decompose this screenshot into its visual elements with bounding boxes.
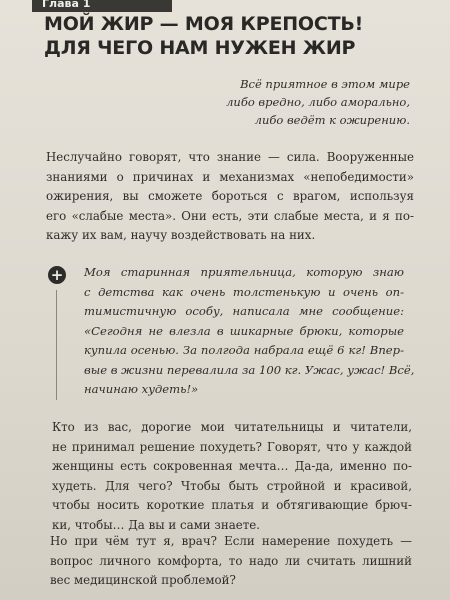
text-line: Но при чём тут я, врач? Если намерение похудеть — bbox=[50, 534, 412, 548]
epigraph-line: Всё приятное в этом мире bbox=[240, 77, 410, 91]
intro-paragraph bbox=[46, 148, 414, 246]
quote-line: «Сегодня не влезла в шикарные брюки, которые bbox=[84, 323, 404, 338]
text-line: его «слабые места». Они есть, эти слабые места, и я по- bbox=[46, 208, 414, 223]
text-line: худеть. Для чего? Чтобы быть стройной и красивой, bbox=[52, 478, 412, 493]
text-line: не принимал решение похудеть? Говорят, что у каждой bbox=[52, 439, 412, 454]
quote-block bbox=[84, 263, 415, 400]
text-line: знаниями о причинах и механизмах «непобедимости» bbox=[46, 169, 414, 184]
body-paragraph bbox=[50, 532, 412, 591]
text-line: кажу их вам, научу воздействовать на них. bbox=[46, 228, 316, 242]
quote-line: тимистичную особу, написала мне сообщение: bbox=[84, 304, 404, 318]
text-line: вес медицинской проблемой? bbox=[50, 573, 236, 587]
text-line: ожирения, вы сможете бороться с врагом, используя bbox=[46, 189, 414, 203]
quote-line: вые в жизни перевалила за 100 кг. Ужас, ужас! Всё, bbox=[84, 362, 415, 377]
quote-rule bbox=[56, 290, 57, 400]
epigraph bbox=[110, 75, 410, 129]
quote-line: купила осенью. За полгода набрала ещё 6 кг! Впер- bbox=[84, 343, 404, 357]
chapter-title-line: МОЙ ЖИР — МОЯ КРЕПОСТЬ! bbox=[44, 13, 364, 35]
text-line: женщины есть сокровенная мечта… Да-да, именно по- bbox=[52, 459, 412, 473]
epigraph-line: либо вредно, либо аморально, bbox=[226, 95, 410, 109]
chapter-title bbox=[44, 12, 424, 60]
chapter-tab: Глава 1 bbox=[32, 0, 172, 12]
body-paragraph bbox=[52, 418, 412, 535]
epigraph-line: либо ведёт к ожирению. bbox=[254, 113, 410, 127]
text-line: чтобы носить короткие платья и обтягивающие брюч- bbox=[52, 498, 412, 512]
chapter-title-line: ДЛЯ ЧЕГО НАМ НУЖЕН ЖИР bbox=[44, 37, 356, 59]
text-line: Неслучайно говорят, что знание — сила. Вооруженные bbox=[46, 150, 414, 164]
text-line: ки, чтобы… Да вы и сами знаете. bbox=[52, 517, 260, 532]
quote-line: с детства как очень толстенькую и очень оп- bbox=[84, 284, 404, 299]
text-line: Кто из вас, дорогие мои читательницы и читатели, bbox=[52, 420, 412, 434]
plus-circle-icon: + bbox=[48, 266, 66, 284]
text-line: вопрос личного комфорта, то надо ли считать лишний bbox=[50, 553, 412, 568]
quote-line: Моя старинная приятельница, которую знаю bbox=[84, 265, 404, 279]
quote-line: начинаю худеть!» bbox=[84, 382, 199, 396]
